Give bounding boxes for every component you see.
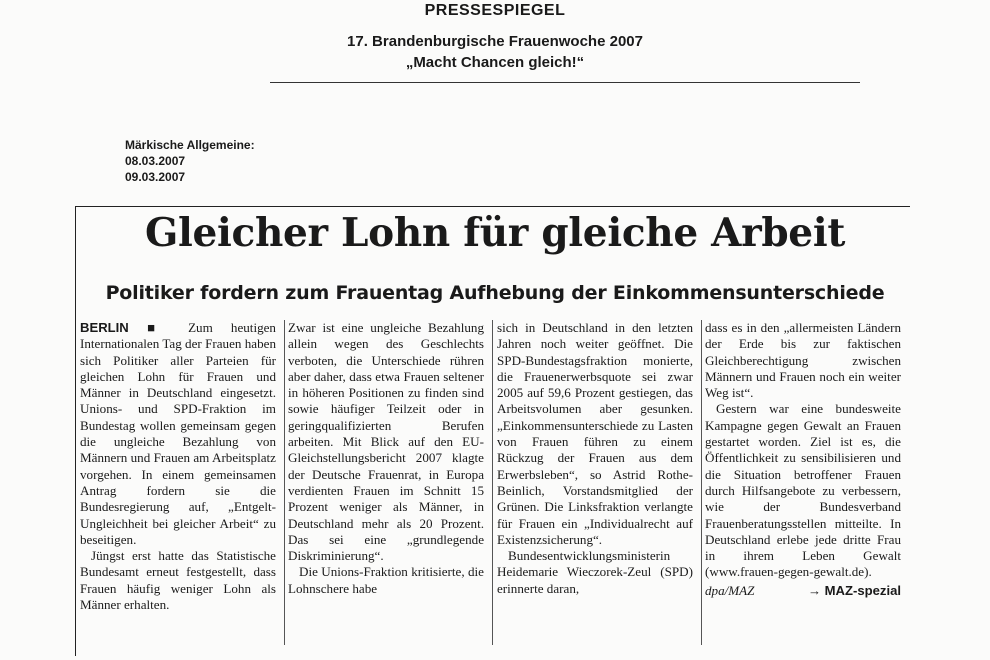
continued-reference: → MAZ-spezial bbox=[807, 582, 901, 598]
column-2-paragraph-1: Zwar ist eine ungleiche Bezahlung allein wegen des Geschlechts verboten, die Unterschiede rühren aber daher, dass etwa Frauen seltener in höheren Positionen zu finden sind sowie häufiger Teilzeit oder in geringqualifizierten Berufen arbeiten. Mit Blick auf den EU-Gleichstellungsbericht 2007 klagte der Deutsche Frauenrat, in Europa verdienten Frauen im Schnitt 15 Prozent weniger als Männer, in Deutschland mehr als 20 Prozent. Das sei eine „grundlegende Diskriminierung“. bbox=[288, 320, 484, 564]
agency-credit: dpa/MAZ bbox=[705, 582, 755, 598]
article-column-3 bbox=[497, 320, 693, 597]
event-title: 17. Brandenburgische Frauenwoche 2007 bbox=[347, 33, 643, 50]
column-3-paragraph-2: Bundesentwicklungsministerin Heidemarie Wieczorek-Zeul (SPD) erinnerte daran, bbox=[497, 548, 693, 596]
press-review-title: PRESSESPIEGEL bbox=[424, 2, 566, 19]
source-name: Märkische Allgemeine: bbox=[125, 138, 255, 152]
article-column-2 bbox=[288, 320, 484, 597]
dateline: BERLIN ■ bbox=[80, 320, 170, 335]
clipping-top-border bbox=[75, 206, 910, 207]
article-headline: Gleicher Lohn für gleiche Arbeit bbox=[144, 210, 846, 256]
column-3-paragraph-1: sich in Deutschland in den letzten Jahren noch weiter geöffnet. Die SPD-Bundestagsfraktion monierte, die Frauenerwerbsquote sei zwar 2005 auf 59,6 Prozent gestiegen, das Arbeitsvolumen aber gesunken. „Einkommensunterschiede zu Lasten von Frauen führen zu einem Rückzug der Frauen aus dem Erwerbsleben“, so Astrid Rothe-Beinlich, Vorstandsmitglied der Grünen. Die Linksfraktion verlangte für Frauen ein „Individualrecht auf Existenzsicherung“. bbox=[497, 320, 693, 547]
header-rule bbox=[270, 82, 860, 83]
column-1-paragraph-1: Zum heutigen Internationalen Tag der Frauen haben sich Politiker aller Parteien für gleichen Lohn für Frauen und Männer in Deutschland eingesetzt. Unions- und SPD-Fraktion im Bundestag wollen gemeinsam gegen die ungleiche Bezahlung von Männern und Frauen am Arbeitsplatz vorgehen. In einem gemeinsamen Antrag fordern sie die Bundesregierung auf, „Entgelt-Ungleichheit bei gleicher Arbeit“ zu beseitigen. bbox=[80, 320, 276, 547]
article-footer bbox=[705, 583, 901, 599]
column-divider bbox=[284, 320, 285, 645]
clipping-left-border bbox=[75, 206, 76, 656]
column-4-paragraph-1: dass es in den „allermeisten Ländern der Erde bis zur faktischen Gleichberechtigung zwischen Männern und Frauen noch ein weiter Weg ist“. bbox=[705, 320, 901, 401]
column-2-paragraph-2: Die Unions-Fraktion kritisierte, die Lohnschere habe bbox=[288, 564, 484, 596]
article-column-4 bbox=[705, 320, 901, 599]
column-4-paragraph-2: Gestern war eine bundesweite Kampagne gegen Gewalt an Frauen gestartet worden. Ziel ist es, die Öffentlichkeit zu sensibilisieren und die Situation betroffener Frauen durch Hilfsangebote zu verbessern, wie der Bundesverband Frauenberatungsstellen mitteilte. In Deutschland erlebe jede dritte Frau in ihrem Leben Gewalt (www.frauen-gegen-gewalt.de). bbox=[705, 401, 901, 580]
article-column-1 bbox=[80, 320, 276, 613]
source-date-1: 08.03.2007 bbox=[125, 154, 186, 168]
event-motto: „Macht Chancen gleich!“ bbox=[405, 54, 585, 71]
column-divider bbox=[701, 320, 702, 645]
article-subheadline: Politiker fordern zum Frauentag Aufhebung der Einkommensunterschiede bbox=[105, 282, 885, 304]
column-1-paragraph-2: Jüngst erst hatte das Statistische Bundesamt erneut festgestellt, dass Frauen häufig weniger Lohn als Männer erhalten. bbox=[80, 548, 276, 613]
column-divider bbox=[492, 320, 493, 645]
source-date-2: 09.03.2007 bbox=[125, 170, 186, 184]
